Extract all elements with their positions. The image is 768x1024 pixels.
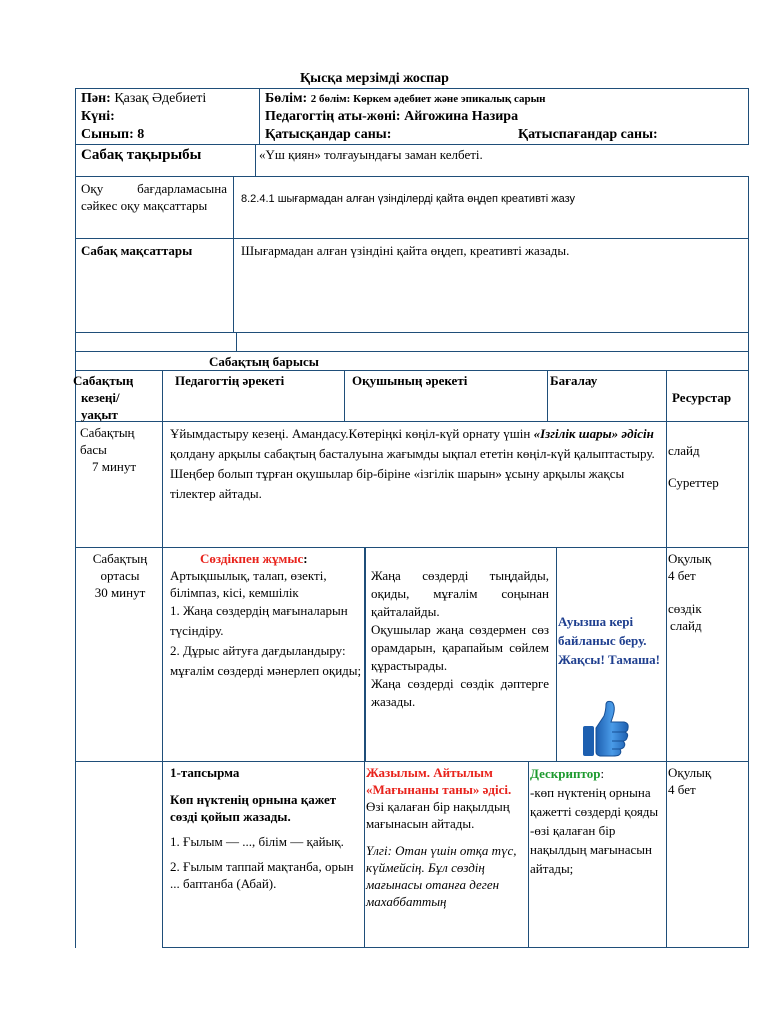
border [748,547,749,762]
row1-text-a: Ұйымдастыру кезеңі. Амандасу.Көтеріңкі көңіл-күй орнату үшін [170,426,531,441]
row2-assessment: Ауызша кері байланыс беру. Жақсы! Тамаша! [558,614,660,667]
vocab-goal-2: 2. Дұрыс айтуға дағдыландыру: мұғалім сөздерді мәнерлеп оқиды; [170,643,362,678]
border [75,238,76,333]
border [748,238,749,333]
descriptor-1: -көп нүктенің орнына қажетті сөздерді қояды [530,785,659,819]
vocab-title: Сөздікпен жұмыс [200,551,304,566]
border [556,547,557,762]
row2-teacher-action [170,550,362,681]
col-header-student: Оқушының әрекеті [352,373,468,388]
row2-stage-line2: ортасы [100,568,140,583]
row2-res-dictionary: сөздік [668,601,702,616]
border [233,238,234,333]
row3-task [170,764,362,892]
border [233,176,234,239]
row3-method [366,764,524,910]
row2-res-slide: слайд [670,618,702,633]
subject-field [81,90,206,108]
section-label: Бөлім: [265,91,308,106]
present-count-label: Қатысқандар саны: [265,127,392,142]
lesson-goals-value: Шығармадан алған үзіндіні қайта өңдеп, креативті жазады. [241,243,570,258]
row2-res-page: 4 бет [668,568,696,583]
col-stage-line1: Сабақтың [73,373,134,388]
border [666,421,667,548]
row2-stage [80,550,160,601]
thumbs-up-icon [582,700,630,758]
program-goals-label: Оқу бағдарламасына сәйкес оқу мақсаттары [81,181,227,213]
border [748,351,749,371]
section-field [265,90,745,108]
border [162,421,163,548]
descriptor-2: -өзі қалаған бір нақылдың мағынасын айтады; [530,823,652,876]
task-item-1: 1. Ғылым — ..., білім — қайық. [170,834,344,849]
col-stage-line2: кезеңі/ [81,390,120,405]
vocab-colon: : [303,551,308,566]
border [748,761,749,948]
subject-label: Пән: [81,91,111,106]
border [259,88,260,145]
row1-stage-line3: 7 минут [92,459,137,474]
border [162,547,163,762]
border [75,421,749,422]
absent-count-label: Қатыспағандар саны: [518,127,658,142]
border [162,370,163,422]
topic-value: «Үш қиян» толғауындағы заман келбеті. [259,147,483,162]
student-action-1: Жаңа сөздерді тыңдайды, оқиды, мұғалім соңынан қайталайды. [371,568,549,619]
vocab-goal-1: 1. Жаңа сөздердің мағыналарын түсіндіру. [170,603,348,638]
border [364,547,366,762]
row3-res-page: 4 бет [668,782,696,797]
col-header-stage [73,372,133,423]
border [162,761,163,948]
student-action-3: Жаңа сөздерді сөздік дәптерге жазады. [371,676,549,709]
border [75,351,76,371]
col-header-teacher: Педагогтің әрекеті [175,373,285,388]
row1-resource-slide: слайд [668,443,700,458]
border [748,370,749,422]
col-header-resources: Ресурстар [672,390,732,405]
row1-method: «Ізгілік шары» әдісін [533,426,654,441]
descriptor-title: Дескриптор [530,766,601,781]
border [255,144,256,177]
border [75,176,749,177]
border [75,351,749,352]
row3-descriptor [530,764,664,878]
row1-text-b: қолдану арқылы сабақтың басталуына жағымды ықпал ететін көңіл-күй қалыптастыру. Шеңбер болып тұрған оқушылар бір-біріне «ізгілік шарын» ұсыну арқылы жақсы тілектер айтады. [170,446,655,501]
task-title: 1-тапсырма [170,765,240,780]
border [666,547,667,762]
border [75,332,749,333]
border [75,547,749,548]
lesson-goals-label: Сабақ мақсаттары [81,243,193,258]
row2-resources [668,550,711,634]
border [364,761,365,948]
row3-resources [668,764,711,798]
row1-resource-pictures: Суреттер [668,475,719,490]
border [75,176,76,239]
task-item-2: 2. Ғылым таппай мақтанба, орын ... баптанба (Абай). [170,859,354,891]
row1-stage-line2: басы [80,442,107,457]
page-title: Қысқа мерзімді жоспар [300,71,449,86]
program-goals-value: 8.2.4.1 шығармадан алған үзінділерді қайта өңдеп креативті жазу [241,193,575,205]
border [75,144,76,177]
class-label: Сынып: 8 [81,127,145,142]
row1-teacher-action [170,424,662,504]
col-stage-line3: уақыт [81,407,118,422]
border [748,421,749,548]
topic-label: Сабақ тақырыбы [81,147,202,163]
border [75,88,749,89]
descriptor-colon: : [600,766,605,781]
border [162,947,749,948]
row3-res-textbook: Оқулық [668,765,712,780]
row1-stage [80,424,160,475]
row1-stage-line1: Сабақтың [80,425,135,440]
row2-res-textbook: Оқулық [668,551,712,566]
method-example: Үлгі: Отан үшін отқа түс, күймейсің. Бұл сөздің мағынасы отанға деген махаббаттың [366,843,517,909]
vocab-words: Артықшылық, талап, өзекті, білімпаз, кісі, кемшілік [170,568,327,600]
method-title: Жазылым. Айтылым «Мағынаны таны» әдісі. [366,765,512,797]
border [75,238,749,239]
border [344,370,345,422]
task-description: Көп нүктенің орнына қажет сөзді қойып жазады. [170,792,337,824]
row2-stage-line1: Сабақтың [92,551,148,566]
lesson-flow-title: Сабақтың барысы [209,354,319,369]
border [547,370,548,422]
border [748,88,749,145]
border [75,421,76,548]
method-text: Өзі қалаған бір нақылдың мағынасын айтады. [366,799,510,831]
border [75,332,76,352]
border [75,88,76,145]
row2-student-action [371,567,549,711]
border [528,761,529,948]
border [75,761,749,762]
section-value: 2 бөлім: Көркем әдебиет және эпикалық сарын [310,93,546,105]
teacher-name: Педагогтің аты-жөні: Айгожина Назира [265,109,519,124]
border [748,332,749,352]
border [75,547,76,762]
row2-stage-line3: 30 минут [94,585,146,600]
student-action-2: Оқушылар жаңа сөздермен сөз орамдарын, қарапайым сөйлем құрастырады. [371,622,549,673]
date-label: Күні: [81,109,115,124]
border [75,761,76,948]
border [75,144,749,145]
border [75,370,749,371]
border [666,370,667,422]
border [748,176,749,239]
border [236,332,237,352]
subject-value: Қазақ Әдебиеті [114,91,207,106]
border [666,761,667,948]
col-header-assessment: Бағалау [550,373,598,388]
